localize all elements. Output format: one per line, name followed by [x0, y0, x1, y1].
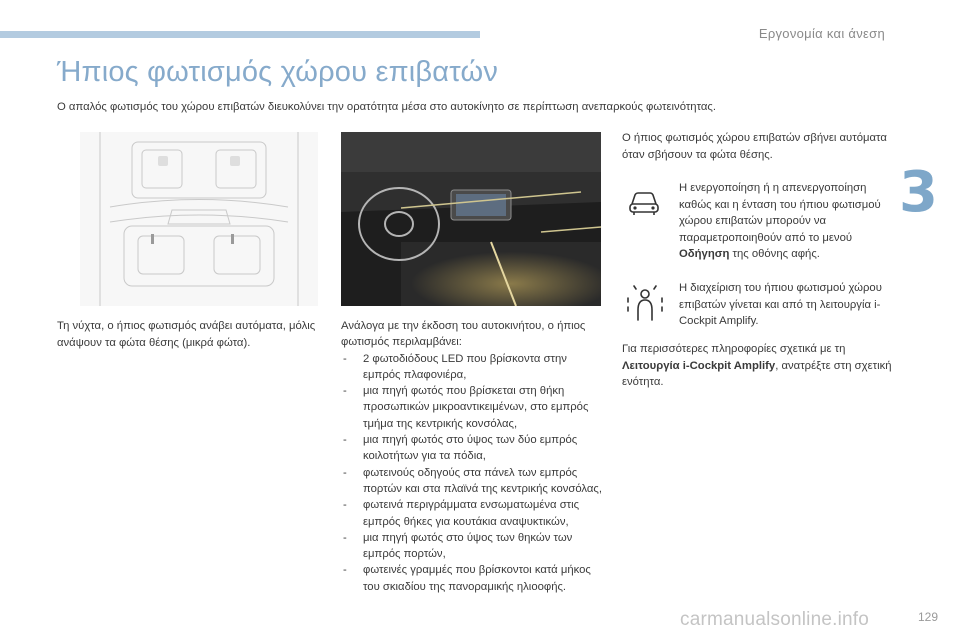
amplify-note: [622, 280, 892, 340]
cockpit-ambient-light-photo: [341, 132, 601, 306]
car-icon: [622, 180, 666, 224]
night-caption: Τη νύχτα, ο ήπιος φωτισμός ανάβει αυτόματα, μόλις ανάψουν τα φώτα θέσης (μικρά φώτα).: [57, 320, 316, 349]
list-item: - φωτεινά περιγράμματα ενσωματωμένα στις εμπρός θήκες για κουτάκια αναψυκτικών,: [341, 497, 606, 530]
components-intro: Ανάλογα με την έκδοση του αυτοκινήτου, ο ήπιος φωτισμός περιλαμβάνει:: [341, 320, 586, 349]
note-text-part: της οθόνης αφής.: [729, 248, 820, 260]
menu-name-driving: Οδήγηση: [679, 248, 730, 260]
chapter-number: 3: [899, 160, 938, 225]
list-item: - μια πηγή φωτός στο ύψος των θηκών των εμπρός πορτών,: [341, 530, 606, 563]
components-list: [341, 351, 606, 595]
note-text-part: Η ενεργοποίηση ή η απενεργοποίηση καθώς και η ένταση του ήπιου φωτισμού χώρου επιβατών μπορούν να παραμετροποιηθούν από το μενού: [679, 182, 881, 244]
more-info-text: [622, 341, 892, 391]
intro-text: Ο απαλός φωτισμός του χώρου επιβατών διευκολύνει την ορατότητα μέσα στο αυτοκίνητο σε περίπτωση ανεπαρκούς φωτεινότητας.: [57, 101, 716, 113]
settings-note: [622, 180, 892, 270]
list-item: - φωτεινές γραμμές που βρίσκοντοι κατά μήκος του σκιαδίου της πανοραμικής ηλιοοφής.: [341, 562, 606, 595]
header-accent-bar: [0, 31, 480, 38]
section-name: Εργονομία και άνεση: [758, 26, 885, 41]
watermark: carmanualsonline.info: [680, 609, 870, 630]
more-info-part: , ανατρέξτε στη σχετική ενότητα.: [622, 359, 892, 388]
page-title: Ήπιος φωτισμός χώρου επιβατών: [57, 56, 499, 88]
amplify-function-name: Λειτουργία i-Cockpit Amplify: [622, 359, 776, 372]
list-item: - μια πηγή φωτός στο ύψος των δύο εμπρός κοιλοτήτων για τα πόδια,: [341, 432, 606, 465]
list-item: - φωτεινούς οδηγούς στα πάνελ των εμπρός πορτών και στα πλαϊνά της κεντρικής κονσόλας,: [341, 465, 606, 498]
more-info-part: Για περισσότερες πληροφορίες σχετικά με τη: [622, 343, 846, 355]
auto-off-text: Ο ήπιος φωτισμός χώρου επιβατών σβήνει αυτόματα όταν σβήσουν τα φώτα θέσης.: [622, 132, 887, 161]
amplify-note-text: Η διαχείριση του ήπιου φωτισμού χώρου επιβατών γίνεται και από τη λειτουργία i-Cockpit Amplify.: [679, 282, 882, 327]
list-item: - μια πηγή φωτός που βρίσκεται στη θήκη προσωπικών μικροαντικειμένων, στο εμπρός τμήμα της κεντρικής κονσόλας,: [341, 383, 606, 432]
page-number: 129: [917, 610, 938, 624]
person-ambience-icon: [622, 280, 666, 324]
settings-note-text: [679, 180, 894, 263]
ceiling-light-illustration: [80, 132, 318, 306]
list-item: - 2 φωτοδιόδους LED που βρίσκοντα στην εμπρός πλαφονιέρα,: [341, 351, 606, 384]
lighting-components: [341, 318, 606, 595]
